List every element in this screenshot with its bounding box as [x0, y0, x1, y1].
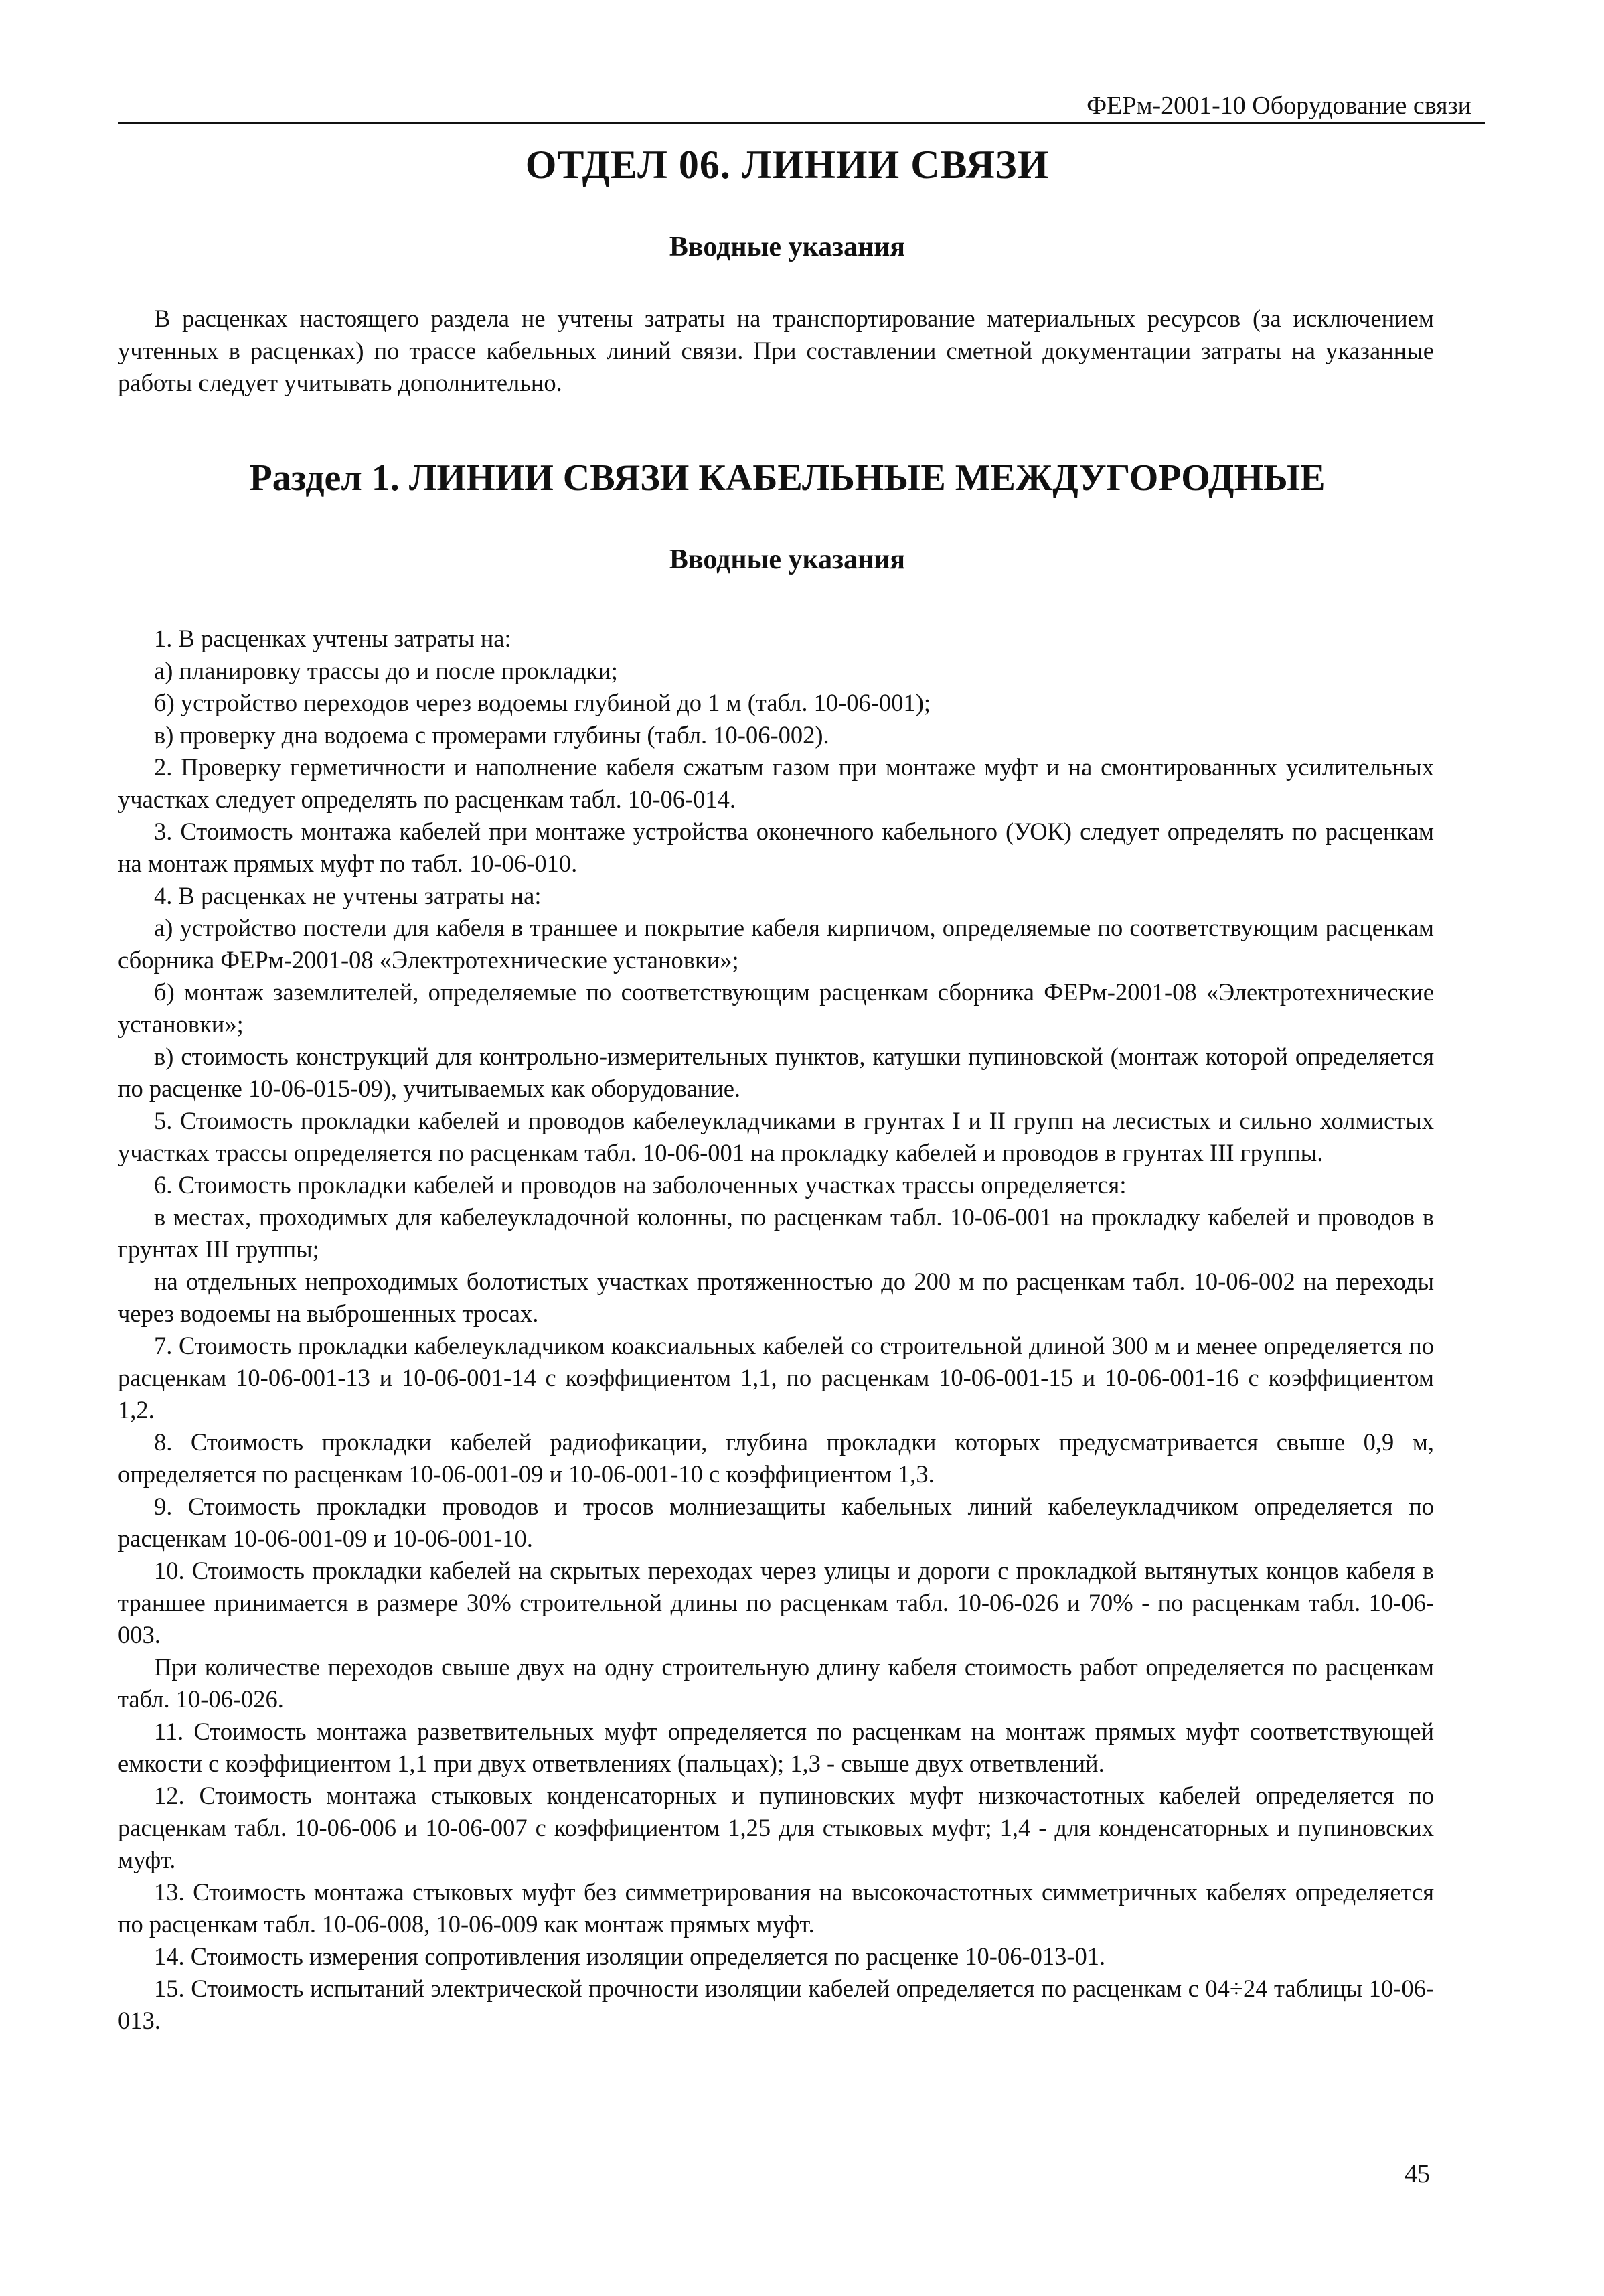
list-item: При количестве переходов свыше двух на одну строительную длину кабеля стоимость работ определяется по расценкам табл. 10-06-026. — [118, 1653, 1434, 1713]
list-item: 2. Проверку герметичности и наполнение кабеля сжатым газом при монтаже муфт и на смонтированных усилительных участках следует определять по расценкам табл. 10-06-014. — [118, 753, 1434, 813]
list-item: 5. Стоимость прокладки кабелей и проводов кабелеукладчиками в грунтах I и II групп на лесистых и сильно холмистых участках трассы определяется по расценкам табл. 10-06-001 на прокладку кабелей и проводов в грунтах III группы. — [118, 1107, 1434, 1166]
department-title: ОТДЕЛ 06. ЛИНИИ СВЯЗИ — [525, 143, 1050, 187]
department-intro-text: В расценках настоящего раздела не учтены затраты на транспортирование материальных ресурсов (за исключением учтенных в расценках) по трассе кабельных линий связи. При составлении сметной документации затраты на указанные работы следует учитывать дополнительно. — [118, 305, 1434, 396]
list-item: 3. Стоимость монтажа кабелей при монтаже устройства оконечного кабельного (УОК) следует определять по расценкам на монтаж прямых муфт по табл. 10-06-010. — [118, 818, 1434, 877]
list-item: 15. Стоимость испытаний электрической прочности изоляции кабелей определяется по расценкам с 04÷24 таблицы 10-06-013. — [118, 1975, 1434, 2034]
list-item: 11. Стоимость монтажа разветвительных муфт определяется по расценкам на монтаж прямых муфт соответствующей емкости с коэффициентом 1,1 при двух ответвлениях (пальцах); 1,3 - свыше двух ответвлений. — [118, 1717, 1434, 1777]
section-items — [118, 623, 1434, 2037]
list-item: в) стоимость конструкций для контрольно-измерительных пунктов, катушки пупиновской (монтаж которой определяется по расценке 10-06-015-09), учитываемых как оборудование. — [118, 1043, 1434, 1102]
list-item: а) планировку трассы до и после прокладки; — [154, 657, 618, 684]
header-text: ФЕРм-2001-10 Оборудование связи — [1087, 92, 1471, 120]
list-item: а) устройство постели для кабеля в траншее и покрытие кабеля кирпичом, определяемые по соответствующим расценкам сборника ФЕРм-2001-08 «Электротехнические установки»; — [118, 914, 1434, 974]
list-item: на отдельных непроходимых болотистых участках протяженностью до 200 м по расценкам табл. 10-06-002 на переходы через водоемы на выброшенных тросах. — [118, 1268, 1434, 1327]
list-item: 7. Стоимость прокладки кабелеукладчиком коаксиальных кабелей со строительной длиной 300 м и менее определяется по расценкам 10-06-001-13 и 10-06-001-14 с коэффициентом 1,1, по расценкам 10-06-001-15 и 10-06-001-16 с коэффициентом 1,2. — [118, 1332, 1434, 1424]
list-item: 12. Стоимость монтажа стыковых конденсаторных и пупиновских муфт низкочастотных кабелей определяется по расценкам табл. 10-06-006 и 10-06-007 с коэффициентом 1,25 для стыковых муфт; 1,4 - для конденсаторных и пупиновских муфт. — [118, 1782, 1434, 1873]
section-title: Раздел 1. ЛИНИИ СВЯЗИ КАБЕЛЬНЫЕ МЕЖДУГОРОДНЫЕ — [249, 457, 1326, 499]
list-item: 9. Стоимость прокладки проводов и тросов молниезащиты кабельных линий кабелеукладчиком определяется по расценкам 10-06-001-09 и 10-06-001-10. — [118, 1493, 1434, 1552]
list-item: 14. Стоимость измерения сопротивления изоляции определяется по расценке 10-06-013-01. — [154, 1942, 1106, 1970]
list-item: б) монтаж заземлителей, определяемые по соответствующим расценкам сборника ФЕРм-2001-08 «Электротехнические установки»; — [118, 978, 1434, 1038]
section-intro-heading: Вводные указания — [669, 544, 906, 575]
list-item: 8. Стоимость прокладки кабелей радиофикации, глубина прокладки которых предусматривается свыше 0,9 м, определяется по расценкам 10-06-001-09 и 10-06-001-10 с коэффициентом 1,3. — [118, 1428, 1434, 1488]
list-item: в) проверку дна водоема с промерами глубины (табл. 10-06-002). — [154, 721, 829, 749]
list-item: 6. Стоимость прокладки кабелей и проводов на заболоченных участках трассы определяется: — [154, 1171, 1127, 1199]
list-item: 10. Стоимость прокладки кабелей на скрытых переходах через улицы и дороги с прокладкой вытянутых концов кабеля в траншее принимается в размере 30% строительной длины по расценкам табл. 10-06-026 и 70% - по расценкам табл. 10-06-003. — [118, 1557, 1434, 1649]
list-item: 4. В расценках не учтены затраты на: — [154, 882, 542, 909]
department-intro-heading: Вводные указания — [669, 232, 906, 262]
list-item: б) устройство переходов через водоемы глубиной до 1 м (табл. 10-06-001); — [154, 689, 931, 716]
page-number: 45 — [1405, 2160, 1430, 2188]
list-item: 1. В расценках учтены затраты на: — [154, 625, 511, 652]
running-header — [118, 91, 1485, 124]
list-item: в местах, проходимых для кабелеукладочной колонны, по расценкам табл. 10-06-001 на прокладку кабелей и проводов в грунтах III группы; — [118, 1203, 1434, 1263]
list-item: 13. Стоимость монтажа стыковых муфт без симметрирования на высокочастотных симметричных кабелях определяется по расценкам табл. 10-06-008, 10-06-009 как монтаж прямых муфт. — [118, 1878, 1434, 1938]
